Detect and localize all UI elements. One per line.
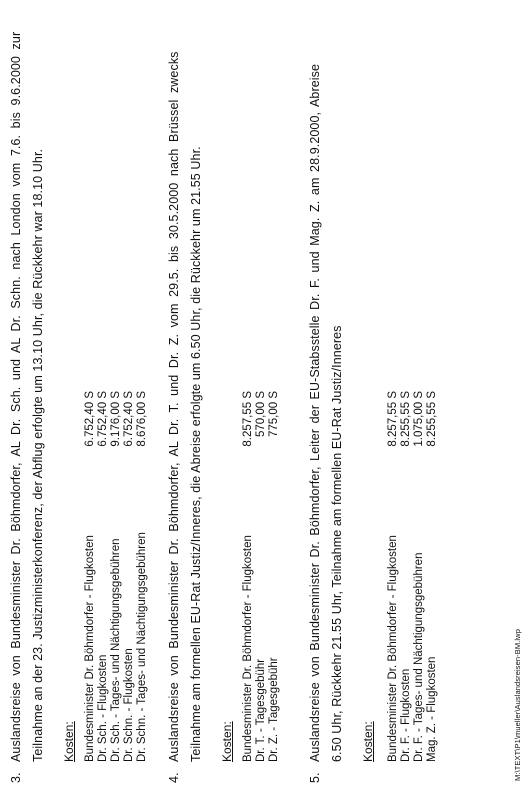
section-text-line-1: Auslandsreise von Bundesminister Dr. Böhmdorfer, Leiter der EU-Stabsstelle Dr. F. und Mag. Z. am 28.9.2000, Abreise bbox=[308, 63, 322, 762]
section-number: 5. bbox=[308, 772, 322, 783]
kosten-heading: Kosten: bbox=[220, 721, 234, 762]
cost-row bbox=[387, 362, 400, 762]
cost-amount: 1.075,00 S bbox=[413, 391, 425, 447]
cost-amount: 570,00 S bbox=[255, 391, 267, 438]
cost-label: Mag. Z. - Flugkosten bbox=[426, 656, 438, 762]
cost-amount: 6.752,40 S bbox=[84, 391, 96, 447]
section-text-line-1: Auslandsreise von Bundesminister Dr. Böhmdorfer, AL Dr. T. und Dr. Z. vom 29.5. bis 30.5.2000 nach Brüssel zwecks bbox=[167, 51, 181, 762]
cost-label: Dr. Sch. - Tages- und Nächtigungsgebühren bbox=[110, 538, 122, 762]
cost-amount: 8.676,00 S bbox=[136, 391, 148, 447]
cost-row bbox=[136, 362, 149, 762]
cost-amount: 8.257,55 S bbox=[242, 391, 254, 447]
cost-label: Dr. F. - Flugkosten bbox=[400, 668, 412, 762]
cost-label: Bundesminister Dr. Böhmdorfer - Flugkosten bbox=[387, 535, 399, 762]
section-text-line-2: Teilnahme an der 23. Justizministerkonferenz, der Abflug erfolgte um 13.10 Uhr, die Rückkehr war 18.10 Uhr. bbox=[31, 148, 45, 762]
section-number: 4. bbox=[167, 772, 181, 783]
section-text-line-1: Auslandsreise von Bundesminister Dr. Böhmdorfer, AL Dr. Sch. und AL Dr. Schn. nach London vom 7.6. bis 9.6.2000 zur bbox=[9, 31, 23, 762]
cost-label: Dr. F. - Tages- und Nächtigungsgebühren bbox=[413, 552, 425, 762]
cost-row bbox=[123, 362, 136, 762]
cost-label: Dr. Schn. - Flugkosten bbox=[123, 648, 135, 762]
cost-row bbox=[426, 362, 439, 762]
section-text-line-2: 6.50 Uhr, Rückkehr 21.55 Uhr, Teilnahme am formellen EU-Rat Justiz/Inneres bbox=[330, 325, 344, 762]
section-number: 3. bbox=[9, 772, 23, 783]
cost-row bbox=[242, 362, 255, 762]
cost-row bbox=[84, 362, 97, 762]
cost-label: Bundesminister Dr. Böhmdorfer - Flugkosten bbox=[84, 535, 96, 762]
cost-amount: 8.257,55 S bbox=[387, 391, 399, 447]
cost-amount: 8.255,55 S bbox=[400, 391, 412, 447]
cost-label: Bundesminister Dr. Böhmdorfer - Flugkosten bbox=[242, 535, 254, 762]
cost-amount: 9.176,00 S bbox=[110, 391, 122, 447]
cost-row bbox=[268, 362, 281, 762]
kosten-heading: Kosten: bbox=[361, 721, 375, 762]
cost-row bbox=[110, 362, 123, 762]
cost-amount: 775,00 S bbox=[268, 391, 280, 438]
cost-amount: 8.255,55 S bbox=[426, 391, 438, 447]
section-text-line-2: Teilnahme am formellen EU-Rat Justiz/Inneres, die Abreise erfolgte um 6.50 Uhr, die Rückkehr um 21.55 Uhr. bbox=[189, 146, 203, 762]
cost-label: Dr. Z. - Tagesgebühr bbox=[268, 657, 280, 762]
cost-amount: 6.752,40 S bbox=[123, 391, 135, 447]
cost-row bbox=[400, 362, 413, 762]
kosten-heading: Kosten: bbox=[62, 721, 76, 762]
cost-label: Dr. Sch. - Flugkosten bbox=[97, 654, 109, 762]
cost-row bbox=[413, 362, 426, 762]
cost-label: Dr. T. - Tagesgebühr bbox=[255, 658, 267, 762]
cost-row bbox=[255, 362, 268, 762]
cost-amount: 6.752,40 S bbox=[97, 391, 109, 447]
file-path-footer: M:\TEXT\P1\mueller\Auslandsreisen-BM.lwp bbox=[513, 629, 522, 781]
cost-row bbox=[97, 362, 110, 762]
cost-label: Dr. Schn. - Tages- und Nächtigungsgebühren bbox=[136, 532, 148, 762]
